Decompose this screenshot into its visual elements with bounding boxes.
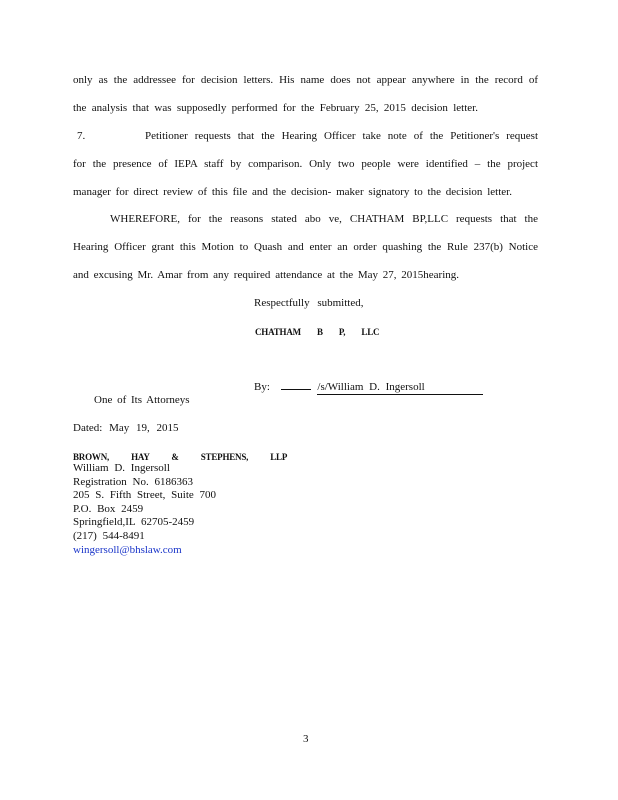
signature-blank (281, 378, 311, 390)
po-box: P.O. Box 2459 (73, 502, 144, 515)
body-line-1: only as the addressee for decision letters. His name does not appear anywhere in the record of (73, 74, 538, 86)
email-link[interactable]: wingersoll@bhslaw.com (73, 543, 182, 556)
firm-name: BROWN, HAY & STEPHENS, LLP (73, 452, 288, 462)
dated: Dated: May 19, 2015 (73, 422, 179, 434)
attorney-role: One of Its Attorneys (94, 394, 190, 406)
firm-address-block (73, 462, 216, 557)
by-label: By: (254, 381, 270, 393)
attorney-name: William D. Ingersoll (73, 462, 170, 474)
closing: Respectfully submitted, (254, 297, 364, 309)
paragraph-number: 7. (77, 130, 86, 142)
signature-line (254, 378, 483, 395)
paragraph-7-line-3: manager for direct review of this file and the decision- maker signatory to the decision letter. (73, 186, 512, 198)
body-line-2: the analysis that was supposedly performed for the February 25, 2015 decision letter. (73, 102, 478, 114)
registration-number: Registration No. 6186363 (73, 475, 193, 488)
party-name: CHATHAM B P, LLC (255, 327, 380, 337)
wherefore-line-3: and excusing Mr. Amar from any required attendance at the May 27, 2015hearing. (73, 269, 459, 281)
paragraph-7-line-2: for the presence of IEPA staff by comparison. Only two people were identified – the project (73, 158, 538, 170)
page-number: 3 (303, 733, 309, 745)
phone-number: (217) 544-8491 (73, 529, 145, 542)
wherefore-line-2: Hearing Officer grant this Motion to Quash and enter an order quashing the Rule 237(b) Notice (73, 241, 538, 253)
wherefore-line-1: WHEREFORE, for the reasons stated abo ve, CHATHAM BP,LLC requests that the (110, 213, 538, 225)
street-address: 205 S. Fifth Street, Suite 700 (73, 489, 217, 502)
paragraph-7-line-1: Petitioner requests that the Hearing Officer take note of the Petitioner's request (145, 130, 538, 142)
city-state-zip: Springfield,IL 62705-2459 (73, 516, 195, 529)
signed-name: /s/William D. Ingersoll (317, 380, 483, 395)
